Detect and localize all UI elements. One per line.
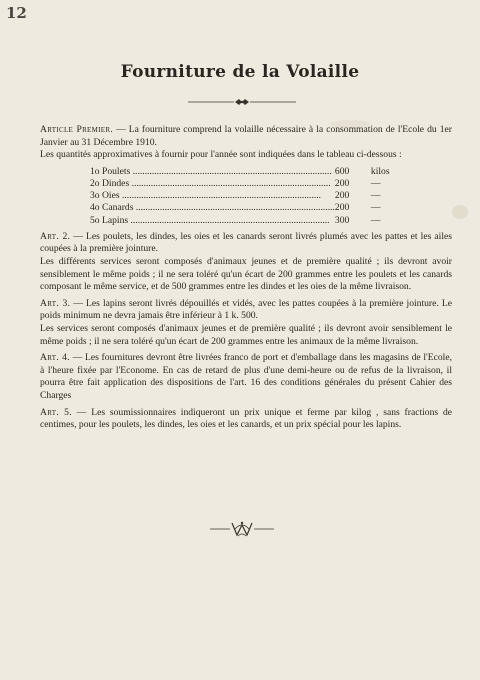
article-text: — Les lapins seront livrés dépouillés et vidés, avec les pattes coupées à la première jointure. Le poids minimum ne devra jamais être inférieur à 1 k. 500.	[40, 297, 452, 322]
table-row	[90, 166, 411, 178]
title-rule-ornament	[188, 97, 296, 107]
quantity-label: 5o Lapins	[90, 214, 129, 226]
leader-dots	[128, 215, 329, 226]
article-text: — La fourniture comprend la volaille nécessaire à la consommation de l'Ecole du 1er Janvier au 31 Décembre 1910.	[40, 124, 452, 148]
article-1	[40, 124, 452, 149]
quantity-unit: —	[370, 202, 381, 214]
article-label: Art. 5.	[40, 406, 72, 418]
article-label: Art. 2.	[40, 230, 71, 242]
article-label: Article Premier.	[40, 124, 114, 135]
table-row	[90, 190, 411, 202]
article-1-paragraph: Les quantités approximatives à fournir pour l'année sont indiquées dans le tableau ci-dessous :	[40, 149, 402, 161]
quantity-label: 4o Canards	[90, 202, 134, 214]
leader-dots	[120, 190, 321, 201]
section-title: Fourniture de la Volaille	[120, 62, 360, 82]
document-body	[40, 124, 452, 432]
closing-ornament	[210, 520, 274, 538]
article-text: — Les fournitures devront être livrées franco de port et d'emballage dans les magasins de l'Ecole, à l'heure fixée par l'Econome. En cas de retard de plus d'une demi-heure ou de refus de la livraison, il pourra être fait application des dispositions de l'art. 16 des conditions générales du présent Cahier des Charges	[40, 352, 452, 401]
article-3	[40, 298, 452, 323]
table-row	[90, 202, 411, 214]
article-5	[40, 407, 452, 432]
page-number: 12	[6, 4, 27, 22]
article-label: Art. 4.	[40, 352, 70, 364]
article-3-paragraph: Les services seront composés d'animaux jeunes et de première qualité ; ils devront avoir sensiblement le même poids ; il ne sera toléré qu'un écart de 200 grammes entre les animaux de la même livraison.	[40, 322, 452, 347]
quantity-value: 200	[334, 190, 350, 202]
quantity-unit: —	[370, 190, 381, 202]
article-4	[40, 352, 452, 402]
quantity-label: 1o Poulets	[90, 165, 131, 177]
quantity-unit: kilos	[370, 165, 390, 177]
article-2-paragraph: Les différents services seront composés d'animaux jeunes et de première qualité ; ils devront avoir sensiblement le même poids ; il ne sera toléré qu'un écart de 200 grammes entre les poulets et les canards composant le même service, et de 500 grammes entre les dindes et les oies de la même livraison.	[40, 255, 452, 293]
quantities-table	[90, 166, 411, 227]
quantity-value: 300	[334, 214, 350, 226]
table-row	[90, 178, 411, 190]
quantity-value: 600	[334, 165, 350, 177]
article-text: — Les soumissionnaires indiqueront un prix unique et ferme par kilog , sans fractions de centimes, pour les poulets, les dindes, les oies et les canards, et un prix spécial pour les lapins.	[40, 406, 452, 431]
quantity-label: 3o Oies	[90, 190, 120, 202]
quantity-unit: —	[370, 214, 381, 226]
table-row	[90, 215, 411, 227]
article-text: — Les poulets, les dindes, les oies et les canards seront livrés plumés avec les pattes et les ailes coupées à la première jointure.	[40, 230, 452, 255]
paper-stain	[452, 205, 468, 219]
quantity-label: 2o Dindes	[90, 177, 130, 189]
quantity-unit: —	[370, 177, 381, 189]
leader-dots	[130, 166, 331, 177]
article-label: Art. 3.	[40, 297, 71, 309]
quantity-value: 200	[334, 202, 350, 214]
leader-dots	[129, 178, 330, 189]
leader-dots	[133, 202, 334, 213]
article-2	[40, 231, 452, 256]
quantity-value: 200	[334, 177, 350, 189]
